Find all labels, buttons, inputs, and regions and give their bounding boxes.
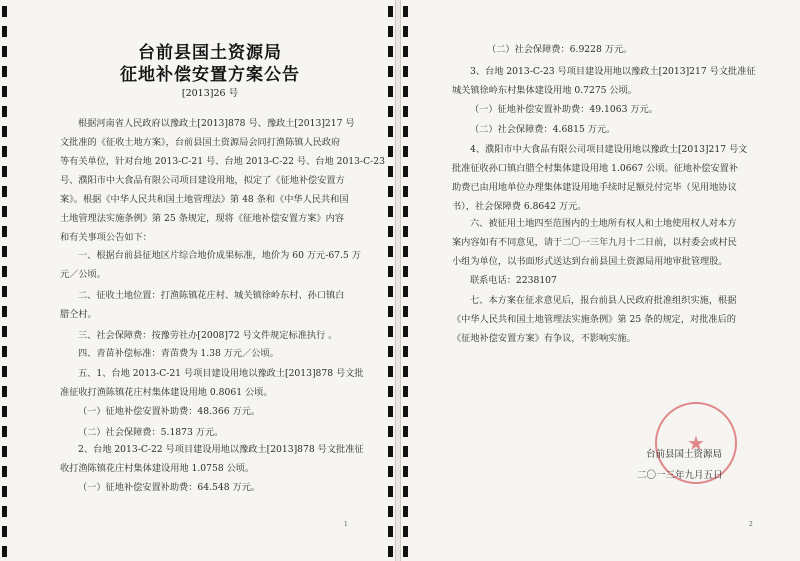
text-line: 2、台地 2013-C-22 号项目建设用地以豫政土[2013]878 号文批准征 (78, 444, 364, 455)
binding-mark (2, 126, 7, 137)
binding-mark (388, 86, 393, 97)
binding-mark (403, 406, 408, 417)
binding-mark (403, 366, 408, 377)
binding-mark (388, 206, 393, 217)
binding-mark (388, 346, 393, 357)
binding-mark (403, 526, 408, 537)
binding-mark (2, 26, 7, 37)
text-line: 案》。根据《中华人民共和国土地管理法》第 48 条和《中华人民共和国 (60, 194, 349, 205)
binding-mark (2, 246, 7, 257)
binding-mark (388, 446, 393, 457)
binding-mark (2, 386, 7, 397)
binding-mark (388, 106, 393, 117)
binding-mark (2, 186, 7, 197)
text-line: （一）征地补偿安置补助费：49.1063 万元。 (470, 104, 658, 115)
paragraph-item-3 (452, 62, 756, 100)
text-line: 四、青苗补偿标准：青苗费为 1.38 万元／公顷。 (78, 348, 279, 359)
text-line: 《中华人民共和国土地管理法实施条例》第 25 条的规定，对批准后的 (452, 314, 736, 325)
binding-mark (2, 6, 7, 17)
text-line: 4、濮阳市中大食品有限公司项目建设用地以豫政土[2013]217 号文 (470, 144, 748, 155)
paragraph-social-security (60, 326, 337, 345)
signature-org: 台前县国土资源局 (646, 449, 723, 460)
binding-mark (388, 246, 393, 257)
text-line: （二）社会保障费：6.9228 万元。 (487, 44, 633, 55)
text-line: 三、社会保障费：按豫劳社办[2008]72 号文件规定标准执行 。 (78, 330, 338, 341)
binding-mark (2, 466, 7, 477)
notice-title-line1: 台前县国土资源局 (138, 43, 282, 63)
binding-mark (403, 386, 408, 397)
binding-mark (403, 26, 408, 37)
binding-mark (2, 146, 7, 157)
text-line: 等有关单位，针对台地 2013-C-21 号、台地 2013-C-22 号、台地 2013-C-23 (60, 156, 385, 167)
text-line: 五、1、台地 2013-C-21 号项目建设用地以豫政土[2013]878 号文批 (78, 368, 364, 379)
binding-mark (403, 106, 408, 117)
binding-mark (2, 306, 7, 317)
text-line: 批准征收孙口镇白腊仝村集体建设用地 1.0667 公顷。征地补偿安置补 (452, 163, 739, 174)
paragraph-land-location (60, 286, 344, 324)
text-line: 3、台地 2013-C-23 号项目建设用地以豫政土[2013]217 号文批准征 (470, 66, 756, 77)
binding-mark (403, 146, 408, 157)
page-number-right: 2 (749, 521, 753, 528)
text-line: 收打渔陈镇花庄村集体建设用地 1.0758 公顷。 (60, 463, 255, 474)
binding-mark (2, 106, 7, 117)
binding-mark (2, 366, 7, 377)
binding-mark (403, 326, 408, 337)
text-line: 一、根据台前县征地区片综合地价成果标准，地价为 60 万元-67.5 万 (78, 250, 361, 261)
binding-mark (388, 366, 393, 377)
paragraph-item-2-social (469, 40, 632, 59)
paragraph-item-4 (452, 140, 747, 216)
text-line: （一）征地补偿安置补助费：64.548 万元。 (78, 482, 261, 493)
signature-date: 二〇一三年九月五日 (637, 470, 723, 481)
binding-mark (388, 386, 393, 397)
binding-mark (2, 86, 7, 97)
paragraph-implementation (452, 291, 736, 348)
binding-mark (388, 226, 393, 237)
binding-mark (403, 246, 408, 257)
binding-mark (403, 6, 408, 17)
text-line: 六、被征用土地四至范围内的土地所有权人和土地使用权人对本方 (470, 218, 737, 229)
binding-mark (403, 46, 408, 57)
text-line: 助费已由用地单位办理集体建设用地手续时足额兑付完毕（见用地协议 (452, 182, 737, 193)
binding-mark (2, 66, 7, 77)
binding-mark (388, 306, 393, 317)
text-line: 准征收打渔陈镇花庄村集体建设用地 0.8061 公顷。 (60, 387, 273, 398)
text-line: 书），社会保障费 6.8642 万元。 (452, 201, 587, 212)
binding-mark (2, 446, 7, 457)
paragraph-land-price (60, 246, 361, 284)
binding-mark (388, 506, 393, 517)
binding-mark (388, 546, 393, 557)
binding-mark (403, 206, 408, 217)
binding-mark (388, 46, 393, 57)
binding-mark (403, 286, 408, 297)
binding-mark (388, 466, 393, 477)
paragraph-intro (60, 114, 385, 247)
paragraph-item-3-compensation (452, 100, 658, 119)
text-line: 和有关事项公告如下： (60, 232, 152, 243)
binding-mark (403, 86, 408, 97)
binding-mark (403, 66, 408, 77)
binding-mark (388, 426, 393, 437)
text-line: 文批准的《征收土地方案》，台前县国土资源局会同打渔陈镇人民政府 (60, 137, 341, 148)
binding-mark (403, 546, 408, 557)
notice-title-line2: 征地补偿安置方案公告 (120, 65, 300, 85)
binding-mark (2, 406, 7, 417)
binding-mark (403, 426, 408, 437)
binding-mark (388, 286, 393, 297)
binding-mark (388, 406, 393, 417)
binding-mark (403, 226, 408, 237)
text-line: 腊仝村。 (60, 309, 97, 320)
text-line: （二）社会保障费：5.1873 万元。 (78, 427, 224, 438)
binding-mark (2, 426, 7, 437)
text-line: 小组为单位，以书面形式送达到台前县国土资源局用地审批管理股。 (452, 256, 728, 267)
text-line: 根据河南省人民政府以豫政土[2013]878 号、豫政土[2013]217 号 (78, 118, 355, 129)
binding-mark (388, 266, 393, 277)
paragraph-item-3-social (452, 120, 615, 139)
seal-star-icon: ★ (687, 431, 705, 455)
text-line: （二）社会保障费：4.6815 万元。 (470, 124, 616, 135)
document-page-left (0, 0, 396, 561)
binding-mark (388, 486, 393, 497)
binding-mark (388, 166, 393, 177)
binding-mark (2, 166, 7, 177)
binding-mark (2, 206, 7, 217)
text-line: 联系电话：2238107 (470, 275, 557, 286)
binding-mark (403, 166, 408, 177)
binding-mark (403, 186, 408, 197)
binding-mark (403, 346, 408, 357)
binding-mark (388, 126, 393, 137)
binding-mark (403, 446, 408, 457)
paragraph-objection (452, 214, 737, 271)
binding-mark (2, 326, 7, 337)
binding-mark (2, 46, 7, 57)
binding-mark (403, 266, 408, 277)
binding-mark (2, 286, 7, 297)
binding-mark (403, 126, 408, 137)
binding-mark (403, 466, 408, 477)
binding-mark (2, 266, 7, 277)
text-line: 城关镇徐岭东村集体建设用地 0.7275 公顷。 (452, 85, 637, 96)
binding-mark (2, 546, 7, 557)
binding-mark (388, 6, 393, 17)
text-line: 《征地补偿安置方案》有争议，不影响实施。 (452, 333, 636, 344)
binding-mark (388, 146, 393, 157)
text-line: 二、征收土地位置：打渔陈镇花庄村、城关镇徐岭东村、孙口镇白 (78, 290, 345, 301)
binding-mark (388, 186, 393, 197)
text-line: 七、本方案在征求意见后，报台前县人民政府批准组织实施，根据 (470, 295, 737, 306)
binding-mark (388, 526, 393, 537)
paragraph-item-2 (60, 440, 364, 478)
contact-phone (452, 271, 557, 290)
binding-mark (388, 26, 393, 37)
paragraph-item-1-compensation (60, 402, 260, 421)
paragraph-item-2-compensation (60, 478, 260, 497)
document-number: [2013]26 号 (181, 88, 239, 99)
binding-mark (403, 506, 408, 517)
binding-mark (2, 526, 7, 537)
binding-mark (403, 486, 408, 497)
text-line: 号、濮阳市中大食品有限公司项目建设用地，拟定了《征地补偿安置方 (60, 175, 345, 186)
text-line: 元／公顷。 (60, 269, 106, 280)
document-page-right (400, 0, 800, 561)
binding-mark (2, 226, 7, 237)
page-number-left: 1 (344, 521, 348, 528)
binding-mark (388, 66, 393, 77)
paragraph-item-1 (60, 364, 364, 402)
text-line: （一）征地补偿安置补助费：48.366 万元。 (78, 406, 261, 417)
binding-mark (403, 306, 408, 317)
binding-mark (2, 486, 7, 497)
text-line: 土地管理法实施条例》第 25 条规定，现将《征地补偿安置方案》内容 (60, 213, 344, 224)
paragraph-crop-compensation (60, 344, 279, 363)
text-line: 案内容如有不同意见，请于二〇一三年九月十二日前，以村委会或村民 (452, 237, 737, 248)
binding-mark (2, 346, 7, 357)
binding-mark (2, 506, 7, 517)
binding-mark (388, 326, 393, 337)
